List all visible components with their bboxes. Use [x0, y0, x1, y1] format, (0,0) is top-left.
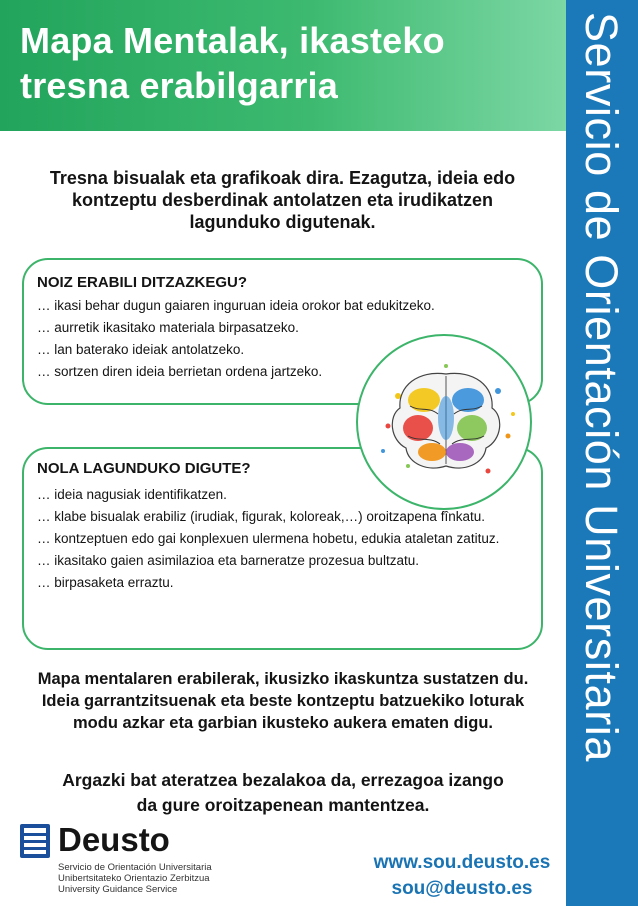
intro-line3: lagunduko digutenak.: [189, 212, 376, 232]
list-item: … aurretik ikasitako materiala birpasatzeko.: [37, 320, 299, 335]
side-band-text: Servicio de Orientación Universitaria: [576, 12, 627, 762]
brain-image-circle: [356, 334, 532, 510]
list-item: … ikasitako gaien asimilazioa eta barneratze prozesua bultzatu.: [37, 553, 419, 568]
header-banner: [0, 0, 566, 131]
paragraph2-line1: Argazki bat ateratzea bezalakoa da, errezagoa izango: [62, 770, 504, 790]
paragraph-mindmap-use: [28, 668, 538, 734]
intro-line1: Tresna bisualak eta grafikoak dira. Ezagutza, ideia edo: [49, 168, 516, 188]
list-item: … birpasaketa erraztu.: [37, 575, 174, 590]
contact-info: [362, 850, 562, 902]
logo-subtitle: [58, 862, 212, 895]
logo-wordmark: Deusto: [58, 821, 170, 858]
paragraph-photo: [28, 768, 538, 818]
list-item: … sortzen diren ideia berrietan ordena jartzeko.: [37, 364, 323, 379]
card-how-title: NOLA LAGUNDUKO DIGUTE?: [37, 460, 251, 477]
paragraph1-line3: modu azkar eta garbian ikusteko aukera ematen digu.: [73, 714, 493, 732]
list-item: … ikasi behar dugun gaiaren inguruan ideia orokor bat edukitzeko.: [37, 298, 435, 313]
intro-line2: kontzeptu desberdinak antolatzen eta irudikatzen: [71, 190, 494, 210]
logo-sub-line1: Servicio de Orientación Universitaria: [58, 862, 212, 873]
paragraph1-line1: Mapa mentalaren erabilerak, ikusizko ikaskuntza sustatzen du.: [37, 670, 529, 688]
card-when-title: NOIZ ERABILI DITZAZKEGU?: [37, 274, 247, 291]
page-title: [20, 18, 550, 108]
page-title-line1: Mapa Mentalak, ikasteko: [20, 20, 445, 61]
email-link[interactable]: sou@deusto.es: [391, 878, 533, 899]
intro-text: [25, 167, 540, 233]
list-item: … kontzeptuen edo gai konplexuen ulermena hobetu, edukia ataletan zatituz.: [37, 531, 500, 546]
website-link[interactable]: www.sou.deusto.es: [373, 852, 551, 873]
list-item: … ideia nagusiak identifikatzen.: [37, 487, 227, 502]
logo-sub-line3: University Guidance Service: [58, 884, 178, 895]
brain-icon: [358, 336, 532, 510]
deusto-logo: [20, 822, 250, 902]
paragraph2-line2: da gure oroitzapenean mantentzea.: [136, 795, 430, 815]
list-item: … klabe bisualak erabiliz (irudiak, figurak, koloreak,…) oroitzapena fînkatu.: [37, 509, 485, 524]
side-band: [566, 0, 638, 906]
logo-sub-line2: Unibertsitateko Orientazio Zerbitzua: [58, 873, 210, 884]
page-title-line2: tresna erabilgarria: [20, 65, 338, 106]
deusto-shield-icon: [20, 824, 50, 858]
list-item: … lan baterako ideiak antolatzeko.: [37, 342, 245, 357]
paragraph1-line2: Ideia garrantzitsuenak eta beste kontzeptu batzuekiko loturak: [41, 692, 525, 710]
